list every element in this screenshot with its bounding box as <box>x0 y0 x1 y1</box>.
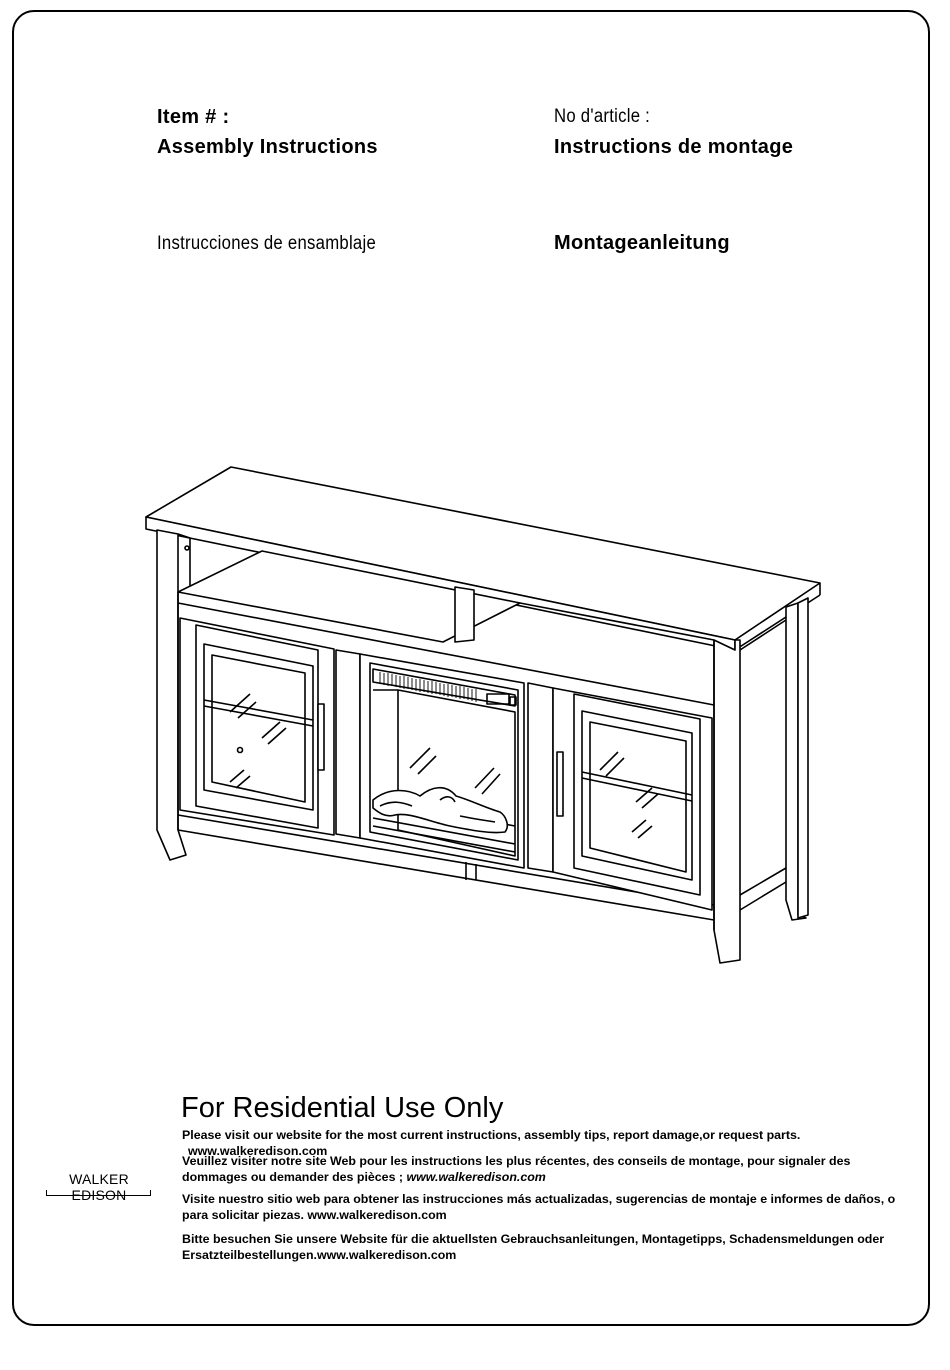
logo-underline <box>46 1190 151 1196</box>
notice-es-text: Visite nuestro sitio web para obtener las instrucciones más actualizadas, sugerencias de montaje e informes de daños, o para solicitar piezas. <box>182 1192 896 1222</box>
website-link-de[interactable]: www.walkeredison.com <box>316 1248 457 1262</box>
assembly-instructions-de: Montageanleitung <box>554 232 730 254</box>
walker-edison-logo <box>40 1168 158 1203</box>
assembly-instructions-fr: Instructions de montage <box>554 136 794 158</box>
assembly-instructions-es: Instrucciones de ensamblaje <box>157 233 377 254</box>
article-number-label: No d'article : <box>554 106 651 127</box>
assembly-instructions-en: Assembly Instructions <box>157 136 378 158</box>
website-link-en[interactable]: www.walkeredison.com <box>188 1144 328 1158</box>
website-link-es[interactable]: www.walkeredison.com <box>307 1208 447 1222</box>
website-notice-fr <box>182 1153 910 1185</box>
notice-de-text: Bitte besuchen Sie unsere Website für die aktuellsten Gebrauchsanleitungen, Montagetipps, Schadensmeldungen oder Ersatzteilbestellungen. <box>182 1232 885 1262</box>
notice-en-text: Please visit our website for the most current instructions, assembly tips, report damage,or request parts. <box>182 1128 801 1142</box>
website-notice-de <box>182 1231 910 1263</box>
item-number-label: Item # : <box>157 106 230 128</box>
notice-fr-text: Veuillez visiter notre site Web pour les instructions les plus récentes, des conseils de montage, pour signaler des dommages ou demander des pièces ; <box>182 1154 851 1184</box>
tv-stand-illustration <box>140 460 830 970</box>
website-notice-es <box>182 1191 910 1223</box>
logo-text: WALKER EDISON <box>69 1171 129 1203</box>
website-link-fr[interactable]: www.walkeredison.com <box>406 1170 546 1184</box>
residential-use-title: For Residential Use Only <box>181 1092 504 1124</box>
